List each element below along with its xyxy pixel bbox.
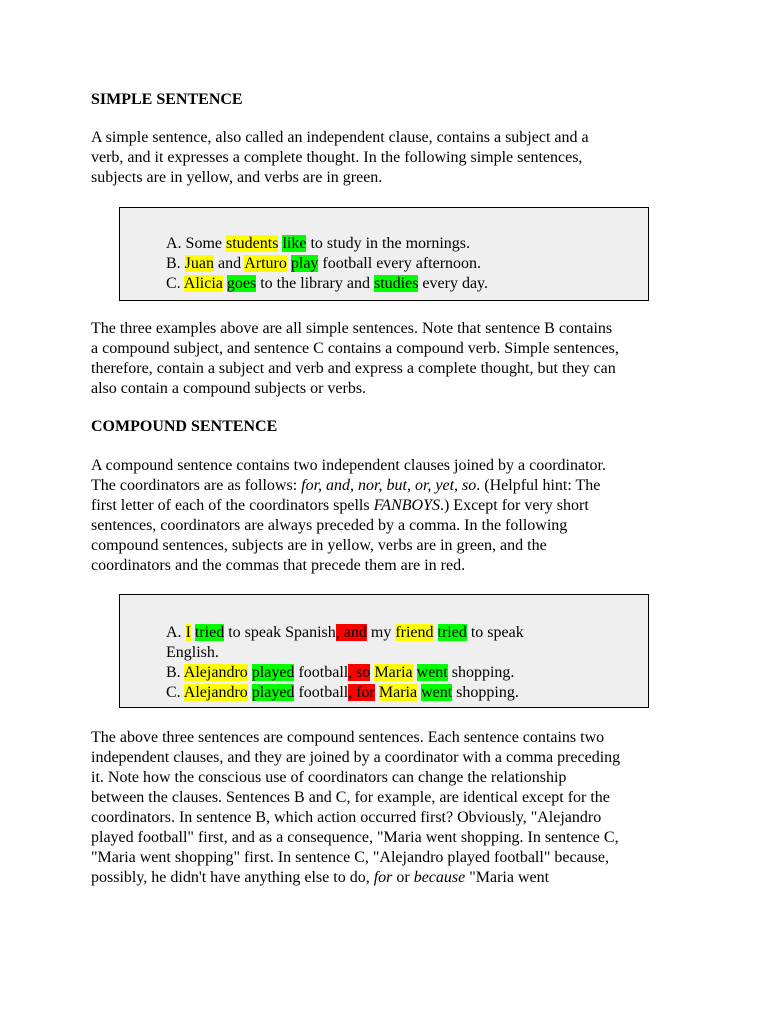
subject-highlight: friend [395, 624, 434, 641]
subject-highlight: Juan [184, 255, 214, 272]
text-line: also contain a compound subjects or verbs. [91, 380, 367, 397]
compound-example-a-continued: English. [166, 644, 219, 661]
text-line: subjects are in yellow, and verbs are in green. [91, 169, 383, 186]
text-line: sentences, coordinators are always preceded by a comma. In the following [91, 517, 568, 534]
subject-highlight: Maria [378, 684, 418, 701]
text-line: played football" first, and as a consequence, "Maria went shopping. In sentence C, [91, 829, 619, 846]
simple-example-b: B. Juan and Arturo play football every afternoon. [166, 255, 482, 272]
simple-example-c: C. Alicia goes to the library and studies every day. [166, 275, 489, 292]
compound-intro-paragraph [91, 456, 691, 576]
text-line: coordinators and the commas that precede them are in red. [91, 557, 466, 574]
compound-examples-box [119, 594, 649, 708]
subject-highlight: Alejandro [183, 664, 248, 681]
text-line: a compound subject, and sentence C contains a compound verb. Simple sentences, [91, 340, 619, 357]
simple-example-a: A. Some students like to study in the mornings. [166, 235, 471, 252]
compound-example-c: C. Alejandro played football, for Maria went shopping. [166, 684, 519, 701]
text-line: independent clauses, and they are joined by a coordinator with a comma preceding [91, 749, 621, 766]
emphasis-for: for [373, 869, 393, 886]
subject-highlight: Alicia [183, 275, 223, 292]
text-line: The above three sentences are compound sentences. Each sentence contains two [91, 729, 605, 746]
text-line: The three examples above are all simple sentences. Note that sentence B contains [91, 320, 613, 337]
compound-sentence-heading: COMPOUND SENTENCE [91, 418, 278, 435]
emphasis-because: because [413, 869, 466, 886]
compound-examples-list [166, 623, 524, 703]
verb-highlight: played [251, 664, 295, 681]
fanboys-term: FANBOYS [373, 497, 440, 514]
simple-sentence-heading: SIMPLE SENTENCE [91, 91, 243, 108]
verb-highlight: went [416, 664, 448, 681]
simple-examples-box [119, 207, 649, 301]
text-line: A compound sentence contains two independent clauses joined by a coordinator. [91, 457, 606, 474]
subject-highlight: Alejandro [183, 684, 248, 701]
coordinator-highlight: , and [335, 624, 367, 641]
simple-examples-list [166, 234, 488, 294]
compound-discussion-paragraph [91, 728, 691, 888]
text-line: it. Note how the conscious use of coordinators can change the relationship [91, 769, 567, 786]
text-line: possibly, he didn't have anything else to do, for or because "Maria went [91, 869, 550, 886]
verb-highlight: played [251, 684, 295, 701]
verb-highlight: like [282, 235, 307, 252]
text-line: A simple sentence, also called an independent clause, contains a subject and a [91, 129, 589, 146]
text-line: "Maria went shopping" first. In sentence C, "Alejandro played football" because, [91, 849, 609, 866]
text-line: between the clauses. Sentences B and C, for example, are identical except for the [91, 789, 610, 806]
subject-highlight: I [185, 624, 191, 641]
text-line: compound sentences, subjects are in yellow, verbs are in green, and the [91, 537, 547, 554]
compound-example-b: B. Alejandro played football, so Maria went shopping. [166, 664, 515, 681]
subject-highlight: students [226, 235, 279, 252]
text-line: therefore, contain a subject and verb and express a complete thought, but they can [91, 360, 616, 377]
subject-highlight: Arturo [244, 255, 287, 272]
verb-highlight: went [421, 684, 453, 701]
simple-intro-paragraph [91, 128, 691, 188]
text-line: The coordinators are as follows: for, and, nor, but, or, yet, so. (Helpful hint: The [91, 477, 601, 494]
verb-highlight: studies [373, 275, 419, 292]
verb-highlight: goes [226, 275, 257, 292]
text-line: coordinators. In sentence B, which action occurred first? Obviously, "Alejandro [91, 809, 602, 826]
verb-highlight: tried [437, 624, 467, 641]
text-line: first letter of each of the coordinators spells FANBOYS.) Except for very short [91, 497, 589, 514]
coordinator-highlight: , so [348, 664, 371, 681]
verb-highlight: play [290, 255, 319, 272]
verb-highlight: tried [194, 624, 225, 641]
simple-discussion-paragraph [91, 319, 691, 399]
text-line: verb, and it expresses a complete thought. In the following simple sentences, [91, 149, 583, 166]
subject-highlight: Maria [374, 664, 413, 681]
coordinator-list: for, and, nor, but, or, yet, so [301, 477, 477, 494]
compound-example-a: A. I tried to speak Spanish, and my friend tried to speak [166, 624, 524, 641]
coordinator-highlight: , for [348, 684, 375, 701]
